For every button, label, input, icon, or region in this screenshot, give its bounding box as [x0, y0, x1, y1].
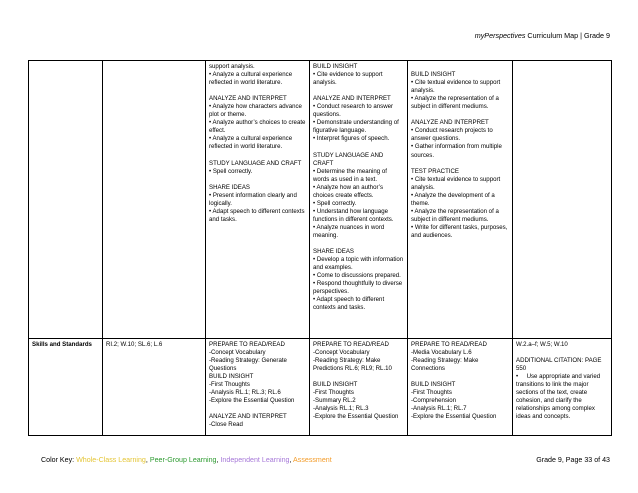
table-row — [29, 339, 612, 436]
row-label-cell — [29, 61, 103, 339]
page-header — [475, 31, 610, 40]
header-title: Curriculum Map | Grade 9 — [525, 31, 610, 40]
lesson-cell-1 — [206, 61, 310, 339]
cell-text: PREPARE TO READ/READ -Media Vocabulary L.6 -Reading Strategy: Make Connections BUILD INSIGHT -First Thoughts -Comprehension -Analysis RL.1; RL.7 -Explore the Essential Question — [411, 341, 497, 421]
color-key: Color Key: Whole-Class Learning, Peer-Group Learning, Independent Learning, Assessment — [41, 456, 332, 464]
cell-text: PREPARE TO READ/READ -Concept Vocabulary -Reading Strategy: Make Predictions RL.6; RL9; RL.10 BUILD INSIGHT -First Thoughts -Summary RL.2 -Analysis RL.1; RL.3 -Explore the Essential Question — [313, 341, 399, 421]
standards-cell — [103, 61, 206, 339]
lesson-cell-4 — [513, 61, 612, 339]
color-key-label: Color Key: — [41, 456, 77, 464]
curriculum-map-table — [28, 60, 612, 436]
skills-label-cell — [29, 339, 103, 436]
key-peer-group: Peer-Group Learning — [149, 456, 217, 464]
standards-cell — [103, 339, 206, 436]
cell-text: support analysis. • Analyze a cultural experience reflected in world literature. ANALYZE AND INTERPRET • Analyze how characters advance plot or theme. • Analyze author’s choices to create effect. • Analyze a cultural experience reflected in world literature. STUDY LANGUAGE AND CRAFT • Spell correctly. SHARE IDEAS • Present information clearly and logically. • Adapt speech to different contexts and tasks. — [209, 63, 306, 223]
skills-cell-3 — [408, 339, 513, 436]
key-independent: Independent Learning — [220, 456, 290, 464]
key-whole-class: Whole-Class Learning — [76, 456, 146, 464]
skills-label: Skills and Standards — [32, 341, 92, 348]
skills-cell-2 — [310, 339, 408, 436]
cell-text: PREPARE TO READ/READ -Concept Vocabulary -Reading Strategy: Generate Questions BUILD INSIGHT -First Thoughts -Analysis RL.1; RL.3; RL.6 -Explore the Essential Question ANALYZE AND INTERPRET -Close Read — [209, 341, 295, 429]
skills-cell-4 — [513, 339, 612, 436]
skills-cell-1 — [206, 339, 310, 436]
cell-text: RI.2; W.10; SL.6; L.6 — [106, 341, 163, 348]
cell-text: BUILD INSIGHT • Cite evidence to support analysis. ANALYZE AND INTERPRET • Conduct research to answer questions. • Demonstrate understanding of figurative language. • Interpret figures of speech. STUDY LANGUAGE AND CRAFT • Determine the meaning of words as used in a text. • Analyze how an author’s choices create effects. • Spell correctly. • Understand how language functions in different contexts. • Analyze nuances in word meaning. SHARE IDEAS • Develop a topic with information and examples. • Come to discussions prepared. • Respond thoughtfully to diverse perspectives. • Adapt speech to different contexts and tasks. — [313, 63, 404, 312]
cell-text: W.2.a–f; W.5; W.10 ADDITIONAL CITATION: PAGE 550 • Use appropriate and varied transitions to link the major sections of the text, create cohesion, and clarify the relationships among complex ideas and concepts. — [516, 341, 602, 421]
key-assessment: Assessment — [293, 456, 332, 464]
header-brand: myPerspectives — [474, 31, 526, 40]
lesson-cell-2 — [310, 61, 408, 339]
table-row — [29, 61, 612, 339]
lesson-cell-3 — [408, 61, 513, 339]
cell-text: BUILD INSIGHT • Cite textual evidence to support analysis. • Analyze the representation of a subject in different mediums. ANALYZE AND INTERPRET • Conduct research projects to answer questions. • Gather information from multiple sources. TEST PRACTICE • Cite textual evidence to support analysis. • Analyze the development of a theme. • Analyze the representation of a subject in different mediums. • Write for different tasks, purposes, and audiences. — [411, 71, 508, 239]
page-number: Grade 9, Page 33 of 43 — [536, 456, 610, 464]
